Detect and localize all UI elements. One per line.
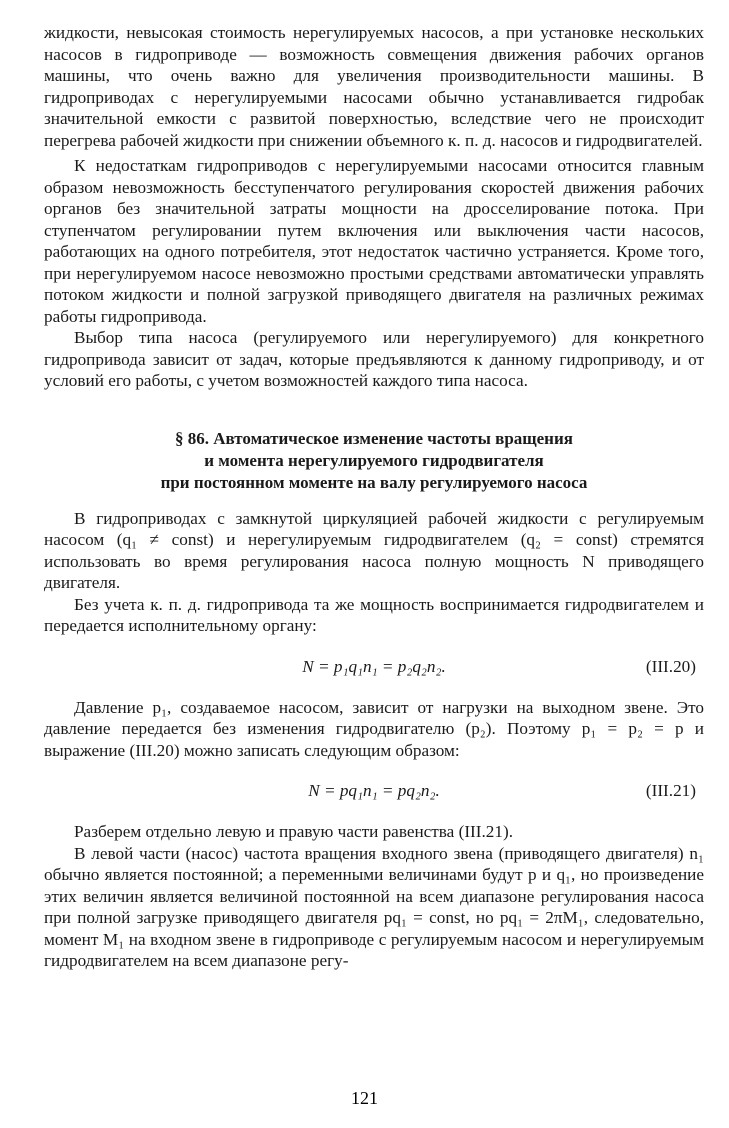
paragraph-1: жидкости, невысокая стоимость нерегулируемых насосов, а при установке нескольких насосов в гидроприводе — возможность совмещения движения рабочих органов машины, что очень важно для увеличения производительности машины. В гидроприводах с нерегулируемыми насосами обычно устанавливается гидробак значительной емкости с развитой поверхностью, вследствие чего не происходит перегрева рабочей жидкости при снижении объемного к. п. д. насосов и гидродвигателей. xyxy=(44,23,704,150)
page-number: 121 xyxy=(351,1088,378,1108)
formula-iii-20-expression: N = p₁q₁n₁ = p₂q₂n₂. xyxy=(302,656,446,676)
section-heading-line-2: и момента нерегулируемого гидродвигателя xyxy=(204,450,544,470)
formula-iii-21-number: (III.21) xyxy=(645,781,696,800)
paragraph-3: Выбор типа насоса (регулируемого или нерегулируемого) для конкретного гидропривода зависит от задач, которые предъявляются к данному гидроприводу, и от условий его работы, с учетом возможностей каждого типа насоса. xyxy=(44,328,704,390)
paragraph-4: В гидроприводах с замкнутой циркуляцией рабочей жидкости с регулируемым насосом (q₁ ≠ const) и нерегулируемым гидродвигателем (q₂ = const) стремятся использовать во время регулирования насоса полную мощность N приводящего двигателя. xyxy=(44,508,704,592)
section-heading xyxy=(44,428,704,494)
formula-iii-20 xyxy=(44,647,704,687)
section-heading-line-1: § 86. Автоматическое изменение частоты вращения xyxy=(175,428,573,448)
paragraph-2: К недостаткам гидроприводов с нерегулируемыми насосами относится главным образом невозможность бесступенчатого регулирования скоростей движения рабочих органов без значительной затраты мощности на дросселирование потока. При ступенчатом регулировании путем включения или выключения части насосов, работающих на одного потребителя, этот недостаток частично устраняется. Кроме того, при нерегулируемом насосе невозможно простыми средствами автоматически управлять потоком жидкости и полной загрузкой приводящего двигателя на различных режимах работы гидропривода. xyxy=(44,156,704,326)
formula-iii-21 xyxy=(44,771,704,811)
paragraph-7: Разберем отдельно левую и правую части равенства (III.21). xyxy=(74,822,514,841)
paragraph-6: Давление p₁, создаваемое насосом, зависит от нагрузки на выходном звене. Это давление передается без изменения гидродвигателю (p₂). Поэтому p₁ = p₂ = p и выражение (III.20) можно записать следующим образом: xyxy=(44,697,704,760)
formula-iii-20-number: (III.20) xyxy=(645,656,696,676)
formula-iii-21-expression: N = pq₁n₁ = pq₂n₂. xyxy=(308,781,440,800)
paragraph-8: В левой части (насос) частота вращения входного звена (приводящего двигателя) n₁ обычно является постоянной; а переменными величинами будут p и q₁, но произведение этих величин является величиной постоянной на всем диапазоне регулирования насоса при полной загрузке приводящего двигателя pq₁ = const, но pq₁ = 2πM₁, следовательно, момент M₁ на входном звене в гидроприводе с регулируемым насосом и нерегулируемым гидродвигателем на всем диапазоне регу- xyxy=(44,843,704,970)
section-heading-line-3: при постоянном моменте на валу регулируемого насоса xyxy=(160,472,588,492)
page-body xyxy=(44,22,704,972)
paragraph-5: Без учета к. п. д. гидропривода та же мощность воспринимается гидродвигателем и передается исполнительному органу: xyxy=(44,594,704,635)
